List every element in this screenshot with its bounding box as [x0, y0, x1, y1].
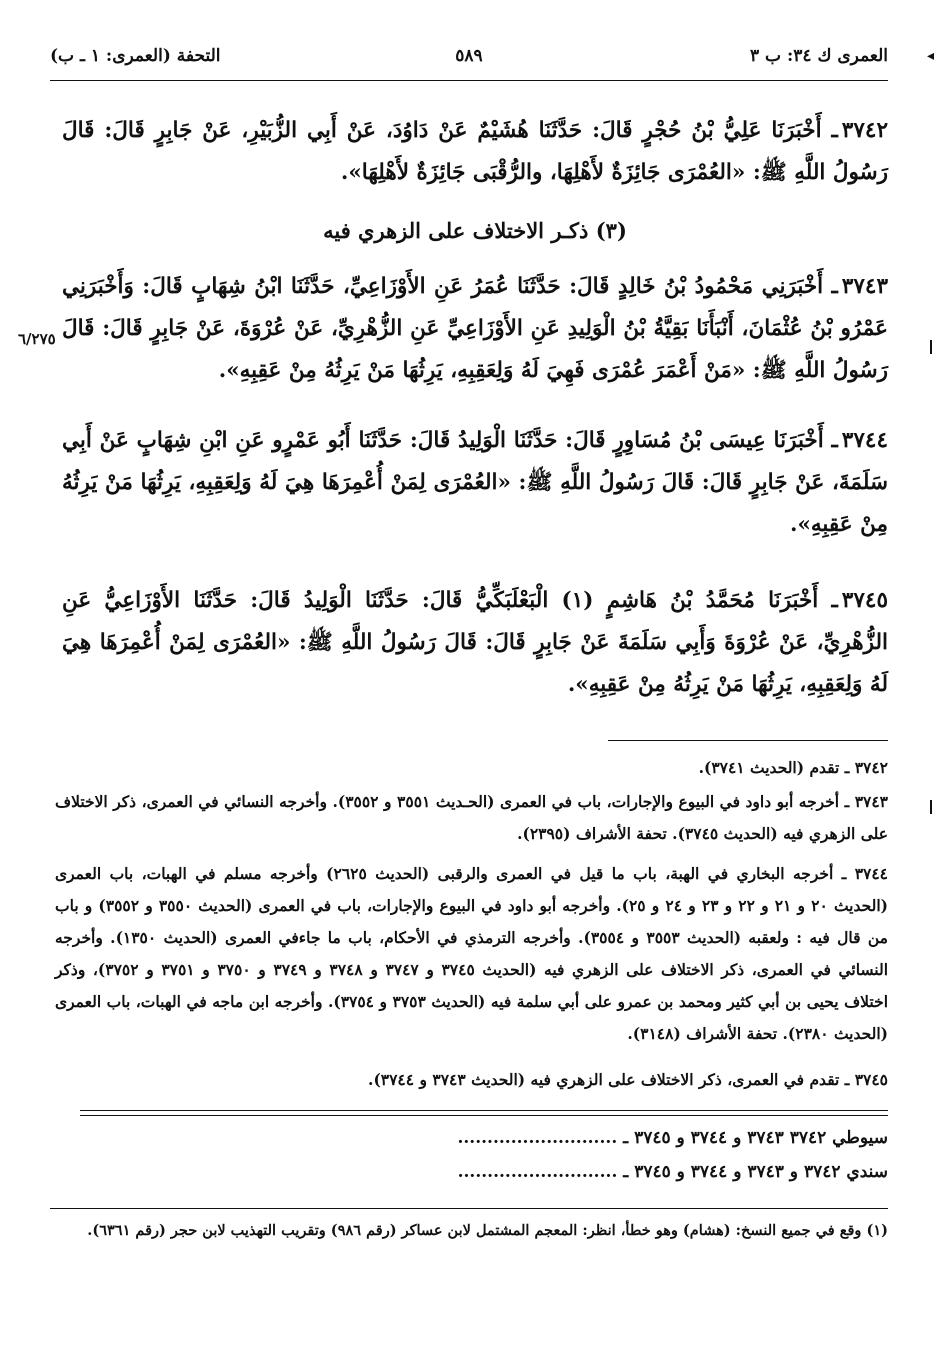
header-tuhfa-ref: التحفة (العمرى: ١ ـ ب) — [50, 46, 221, 66]
source-dots: ........................... — [457, 1128, 618, 1148]
running-header — [50, 44, 888, 74]
hadith-3745 — [62, 580, 888, 706]
takhrij-note-3742: ٣٧٤٢ ـ تقدم (الحديث ٣٧٤١). — [698, 758, 888, 777]
hadith-number: ٣٧٤٤ — [841, 428, 888, 453]
hadith-number: ٣٧٤٣ — [841, 274, 888, 299]
page-number: ٥٨٩ — [455, 46, 483, 66]
takhrij-note-3743: ٣٧٤٣ ـ أخرجه أبو داود في البيوع والإجارات، باب في العمرى (الحـديث ٣٥٥١ و ٣٥٥٢). وأخرجه النسائي في العمرى، ذكر الاختلاف على الزهري فيه (الحديث ٣٧٤٥). تحفة الأشراف (٢٣٩٥). — [55, 792, 888, 843]
source-label: سيوطي ٣٧٤٢ ٣٧٤٣ و ٣٧٤٤ و ٣٧٤٥ ـ — [623, 1128, 888, 1148]
notes-separator — [608, 740, 888, 741]
source-label: سندي ٣٧٤٢ و ٣٧٤٣ و ٣٧٤٤ و ٣٧٤٥ ـ — [623, 1162, 888, 1182]
hadith-text: ـ أَخْبَرَنَا عَلِيُّ بْنُ حُجْرٍ قَالَ: حَدَّثَنَا هُشَيْمٌ عَنْ دَاوُدَ، عَنْ أَبِي الزُّبَيْرِ، عَنْ جَابِرٍ قَالَ: قَالَ رَسُولُ اللَّهِ ﷺ: «العُمْرَى جَائِزَةٌ لأَهْلِهَا، والرُّقْبَى جَائِزَةٌ لأَهْلِهَا». — [62, 118, 888, 185]
footnote-rule — [50, 1208, 888, 1209]
hadith-text: ـ أَخْبَرَنَا عِيسَى بْنُ مُسَاوِرٍ قَالَ: حَدَّثَنَا الْوَلِيدُ قَالَ: حَدَّثَنَا أَبُو عَمْرٍو عَنِ ابْنِ شِهَابٍ عَنْ أَبِي سَلَمَةَ، عَنْ جَابِرٍ قَالَ: قَالَ رَسُولُ اللَّهِ ﷺ: «العُمْرَى لِمَنْ أُعْمِرَهَا هِيَ لَهُ وَلِعَقِبِهِ، يَرِثُهَا مَنْ يَرِثُهُ مِنْ عَقِبِهِ». — [62, 428, 888, 537]
margin-reference: ٦/٢٧٥ — [18, 330, 56, 348]
page-edge-tick — [930, 340, 932, 354]
source-dots: ........................... — [457, 1162, 618, 1182]
hadith-3744 — [62, 420, 888, 546]
section-heading: (٣) ذكـر الاختلاف على الزهري فيه — [323, 218, 627, 243]
hadith-text: ـ أَخْبَرَنَا مُحَمَّدُ بْنُ هَاشِمٍ (١) الْبَعْلَبَكِّيُّ قَالَ: حَدَّثَنَا الْوَلِيدُ قَالَ: حَدَّثَنَا الأَوْزَاعِيُّ عَنِ الزُّهْرِيِّ، عَنْ عُرْوَةَ وَأَبِي سَلَمَةَ عَنْ جَابِرٍ قَالَ: قَالَ رَسُولُ اللَّهِ ﷺ: «العُمْرَى لِمَنْ أُعْمِرَهَا هِيَ لَهُ وَلِعَقِبِهِ، يَرِثُهَا مَنْ يَرِثُهُ مِنْ عَقِبِهِ». — [62, 588, 888, 697]
page-edge-tick — [930, 800, 932, 814]
takhrij-note-3745: ٣٧٤٥ ـ تقدم في العمرى، ذكر الاختلاف على الزهري فيه (الحديث ٣٧٤٣ و ٣٧٤٤). — [368, 1070, 888, 1089]
hadith-3743 — [62, 266, 888, 392]
sources-double-rule — [80, 1110, 888, 1116]
source-line-suyuti — [90, 1128, 888, 1148]
hadith-number: ٣٧٤٥ — [841, 588, 888, 613]
header-rule — [50, 80, 888, 81]
source-line-sindi — [90, 1162, 888, 1182]
header-chapter-ref: العمرى ك ٣٤: ب ٣ — [750, 46, 888, 66]
page-edge-mark: ◂ — [926, 48, 934, 64]
hadith-text: ـ أَخْبَرَنِي مَحْمُودُ بْنُ خَالِدٍ قَالَ: حَدَّثَنَا عُمَرُ عَنِ الأَوْزَاعِيِّ، حَدَّثَنَا ابْنُ شِهَابٍ قَالَ: وَأَخْبَرَنِي عَمْرُو بْنُ عُثْمَانَ، أَنْبَأَنَا بَقِيَّةُ بْنُ الْوَلِيدِ عَنِ الأَوْزَاعِيِّ عَنِ الزُّهْرِيِّ، عَنْ عُرْوَةَ، عَنْ جَابِرٍ قَالَ: قَالَ رَسُولُ اللَّهِ ﷺ: «مَنْ أَعْمَرَ عُمْرَى فَهِيَ لَهُ وَلِعَقِبِهِ، يَرِثُهَا مَنْ يَرِثُهُ مِنْ عَقِبِهِ». — [62, 274, 888, 383]
takhrij-note-3744: ٣٧٤٤ ـ أخرجه البخاري في الهبة، باب ما قيل في العمرى والرقبى (الحديث ٢٦٢٥) وأخرجه مسلم في الهبات، باب العمرى (الحديث ٢٠ و ٢١ و ٢٢ و ٢٣ و ٢٤ و ٢٥). وأخرجه أبو داود في البيوع والإجارات، باب في العمرى (الحديث ٣٥٥٠ و ٣٥٥٢) و باب من قال فيه : ولعقبه (الحديث ٣٥٥٣ و ٣٥٥٤). وأخرجه الترمذي في الأحكام، باب ما جاءفي العمرى (الحديث ١٣٥٠). وأخرجه النسائي في العمرى، ذكر الاختلاف على الزهري فيه (الحديث ٣٧٤٥ و ٣٧٤٧ و ٣٧٤٨ و ٣٧٤٩ و ٣٧٥٠ و ٣٧٥١ و ٣٧٥٢)، وذكر اختلاف يحيى بن أبي كثير ومحمد بن عمرو على أبي سلمة فيه (الحديث ٣٧٥٣ و ٣٧٥٤). وأخرجه ابن ماجه في الهبات، باب العمرى (الحديث ٢٣٨٠). تحفة الأشراف (٣١٤٨). — [55, 864, 889, 1043]
footnote-1: (١) وقع في جميع النسخ: (هشام) وهو خطأ، انظر: المعجم المشتمل لابن عساكر (رقم ٩٨٦) وتقريب التهذيب لابن حجر (رقم ٦٣٦١). — [87, 1222, 888, 1239]
hadith-number: ٣٧٤٢ — [841, 118, 888, 143]
hadith-3742 — [62, 110, 888, 194]
